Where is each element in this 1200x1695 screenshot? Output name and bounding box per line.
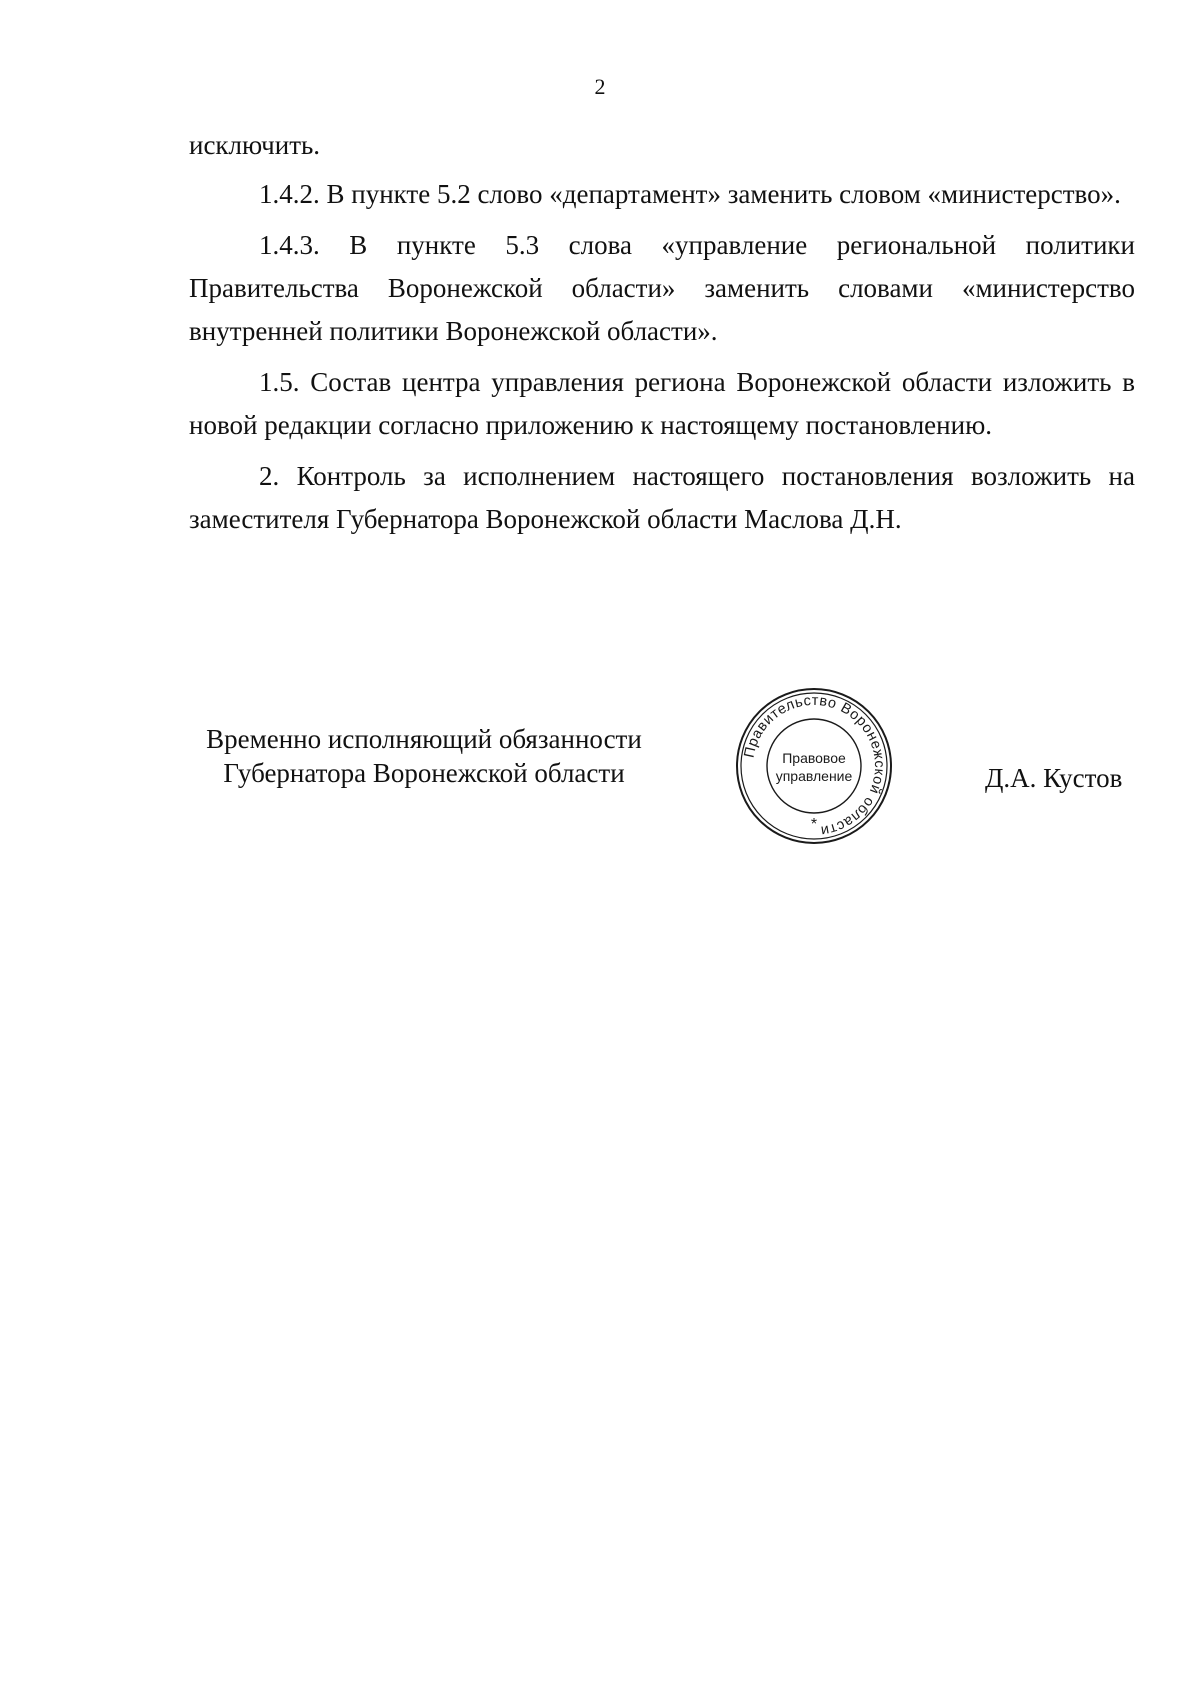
paragraph-continuation: исключить.	[189, 130, 321, 160]
paragraph-1-5: 1.5. Состав центра управления региона Воронежской области изложить в новой редакции согласно приложению к настоящему постановлению.	[189, 367, 1135, 440]
signatory-name: Д.А. Кустов	[985, 763, 1123, 793]
stamp-star: *	[810, 816, 818, 833]
paragraph-2: 2. Контроль за исполнением настоящего постановления возложить на заместителя Губернатора Воронежской области Маслова Д.Н.	[189, 461, 1135, 534]
paragraph-1-4-3: 1.4.3. В пункте 5.3 слова «управление региональной политики Правительства Воронежской области» заменить словами «министерство внутренней политики Воронежской области».	[189, 230, 1135, 346]
stamp-outer-text: Правительство Воронежской области	[741, 692, 888, 839]
document-body	[189, 124, 1135, 549]
official-stamp	[734, 686, 894, 846]
signatory-position	[184, 722, 664, 790]
paragraph-1-4-2: 1.4.2. В пункте 5.2 слово «департамент» заменить словом «министерство».	[259, 179, 1121, 209]
signatory-position-line-2: Губернатора Воронежской области	[223, 758, 625, 788]
page-number: 2	[594, 74, 606, 99]
stamp-inner-line-2: управление	[775, 768, 853, 784]
stamp-inner-line-1: Правовое	[782, 750, 846, 766]
signatory-position-line-1: Временно исполняющий обязанности	[206, 724, 642, 754]
